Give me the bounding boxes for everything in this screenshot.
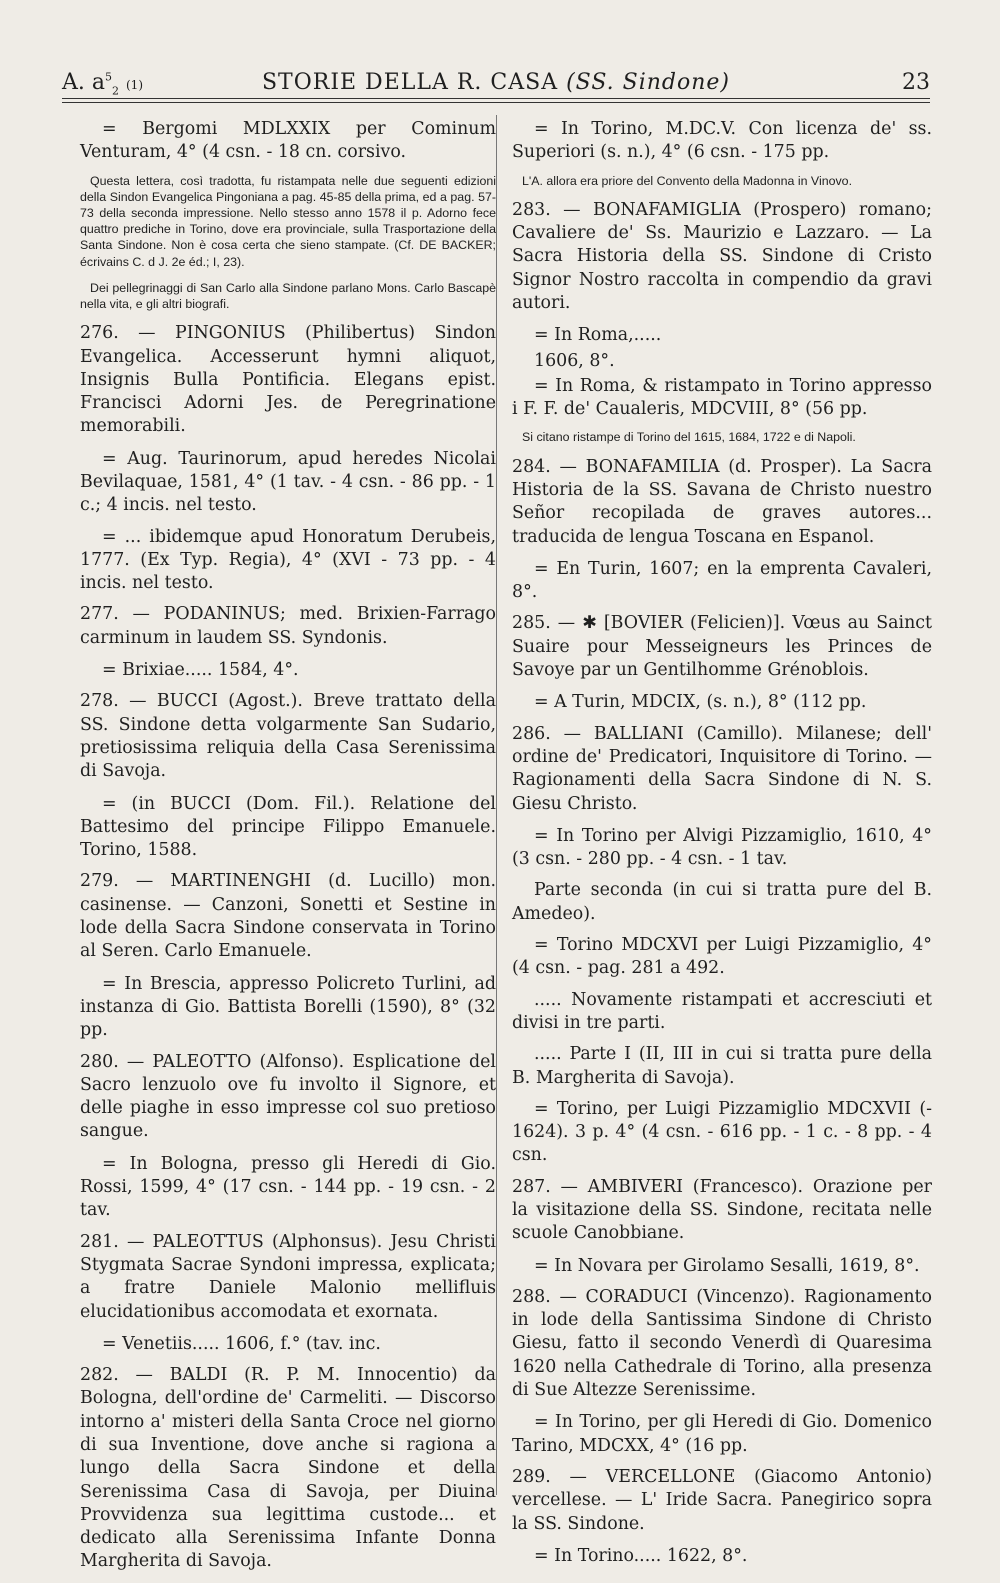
bibliography-entry-280: 280. — PALEOTTO (Alfonso). Esplicatione del Sacro lenzuolo ove fu involto il Signore, et delle piaghe in esso impresse col suo pretioso sangue. (80, 1051, 496, 1142)
entry-imprint: = Bergomi MDLXXIX per Cominum Venturam, 4° (4 csn. - 18 cn. corsivo. (80, 119, 496, 163)
bibliography-entry-283: 283. — BONAFAMIGLIA (Prospero) romano; Cavaliere de' Ss. Maurizio e Lazzaro. — La Sacra Historia della SS. Sindone di Cristo Signor Nostro raccolta in compendio da gravi autori. (512, 199, 932, 313)
signature-mark: A. $a^5_2$ (1) (62, 70, 143, 98)
header-rule (62, 98, 930, 99)
bibliography-entry-282: 282. — BALDI (R. P. M. Innocentio) da Bologna, dell'ordine de' Carmeliti. — Discorso intorno a' misteri della Santa Croce nel giorno di sua Inventione, dove anche si ragiona a lungo della Sacra Sindone et della Serenissima Casa di Savoja, per Diuina Provvidenza sua legittima custode... et dedicato alla Serenissima Infante Donna Margherita di Savoja. (80, 1365, 496, 1572)
entry-imprint: = In Brescia, appresso Policreto Turlini, ad instanza di Gio. Battista Borelli (1590), 8° (32 pp. (80, 973, 496, 1041)
bibliography-entry-276: 276. — PINGONIUS (Philibertus) Sindon Evangelica. Accesserunt hymni aliquot, Insignis Bulla Pontificia. Elegans epist. Francisci Adorni Jes. de Peregrinatione memorabili. (80, 323, 496, 437)
page-header (62, 66, 930, 102)
entry-imprint: ..... Parte I (II, III in cui si tratta pure della B. Margherita di Savoja). (512, 1044, 932, 1088)
footnote: L'A. allora era priore del Convento della Madonna in Vinovo. (522, 173, 853, 188)
entry-imprint: = In Roma,..... (534, 325, 662, 346)
entry-imprint: = Torino, per Luigi Pizzamiglio MDCXVII (- 1624). 3 p. 4° (4 csn. - 616 pp. - 1 c. - 8 pp. - 4 csn. (512, 1098, 932, 1166)
entry-imprint: = Venetiis..... 1606, f.° (tav. inc. (102, 1333, 381, 1354)
entry-imprint: = In Roma, & ristampato in Torino appresso i F. F. de' Caualeris, MDCVIII, 8° (56 pp. (512, 375, 932, 420)
running-title: STORIE DELLA R. CASA (SS. Sindone) (261, 70, 731, 95)
bibliography-entry-289: 289. — VERCELLONE (Giacomo Antonio) vercellese. — L' Iride Sacra. Panegirico sopra la SS. Sindone. (512, 1466, 932, 1534)
page-number: 23 (902, 70, 930, 95)
entry-imprint: = Torino MDCXVI per Luigi Pizzamiglio, 4° (4 csn. - pag. 281 a 492. (512, 935, 932, 979)
footnote: Dei pellegrinaggi di San Carlo alla Sindone parlano Mons. Carlo Bascapè nella vita, e gli altri biografi. (80, 280, 496, 312)
bibliography-entry-284: 284. — BONAFAMILIA (d. Prosper). La Sacra Historia de la SS. Savana de Christo nuestro Señor recopilada de graves autores... traducida de lengua Toscana en Espanol. (512, 456, 932, 547)
entry-imprint: = ... ibidemque apud Honoratum Derubeis, 1777. (Ex Typ. Regia), 4° (XVI - 73 pp. - 4 incis. nel testo. (80, 526, 496, 594)
bibliography-entry-279: 279. — MARTINENGHI (d. Lucillo) mon. casinense. — Canzoni, Sonetti et Sestine in lode della Sacra Sindone conservata in Torino al Seren. Carlo Emanuele. (80, 871, 496, 962)
left-column (80, 118, 496, 1583)
bibliography-entry-288: 288. — CORADUCI (Vincenzo). Ragionamento in lode della Santissima Sindone di Christo Giesu, fatto il secondo Venerdì di Quaresima 1620 nella Cathedrale di Torino, alla presenza di Sue Altezze Serenissime. (512, 1286, 932, 1401)
entry-imprint: = In Torino, M.DC.V. Con licenza de' ss. Superiori (s. n.), 4° (6 csn. - 175 pp. (512, 119, 932, 163)
entry-imprint: = In Bologna, presso gli Heredi di Gio. Rossi, 1599, 4° (17 csn. - 144 pp. - 19 csn. - 2 tav. (80, 1153, 496, 1221)
entry-imprint: = Aug. Taurinorum, apud heredes Nicolai Bevilaquae, 1581, 4° (1 tav. - 4 csn. - 86 pp. - 1 c.; 4 incis. nel testo. (80, 448, 496, 516)
footnote: Si citano ristampe di Torino del 1615, 1684, 1722 e di Napoli. (522, 430, 856, 445)
entry-imprint: 1606, 8°. (534, 350, 615, 371)
right-column (512, 118, 932, 1576)
entry-imprint: = In Torino per Alvigi Pizzamiglio, 1610, 4° (3 csn. - 280 pp. - 4 csn. - 1 tav. (512, 825, 932, 870)
header-rule-second (62, 102, 930, 103)
bibliography-entry-287: 287. — AMBIVERI (Francesco). Orazione per la visitazione della SS. Sindone, recitata nelle scuole Canobbiane. (512, 1176, 932, 1244)
bibliography-entry-277: 277. — PODANINUS; med. Brixien-Farrago carminum in laudem SS. Syndonis. (80, 604, 496, 648)
entry-imprint: = Brixiae..... 1584, 4°. (102, 660, 299, 681)
entry-imprint: = A Turin, MDCIX, (s. n.), 8° (112 pp. (534, 692, 867, 713)
entry-imprint: = In Novara per Girolamo Sesalli, 1619, 8°. (534, 1255, 920, 1276)
bibliography-entry-286: 286. — BALLIANI (Camillo). Milanese; dell' ordine de' Predicatori, Inquisitore di Torino. — Ragionamenti della Sacra Sindone di N. S. Giesu Christo. (512, 723, 932, 814)
column-separator (496, 115, 497, 1495)
bibliography-entry-281: 281. — PALEOTTUS (Alphonsus). Jesu Christi Stygmata Sacrae Syndoni impressa, explicata; a fratre Daniele Malonio mellifluis elucidationibus accomodata et exornata. (80, 1231, 496, 1322)
entry-imprint: Parte seconda (in cui si tratta pure del B. Amedeo). (512, 880, 932, 924)
footnote: Questa lettera, così tradotta, fu ristampata nelle due seguenti edizioni della Sindon Evangelica Pingoniana a pag. 45-85 della prima, ed a pag. 57-73 della seconda impressione. Nello stesso anno 1578 il p. Adorno fece quattro prediche in Torino, dove era provinciale, sulla Trasportazione della Santa Sindone. Non è cosa certa che sieno stampate. (Cf. DE BACKER; écrivains C. d J. 2e éd.; I, 23). (80, 173, 496, 269)
entry-imprint: ..... Novamente ristampati et accresciuti et divisi in tre parti. (512, 989, 932, 1033)
entry-imprint: = In Torino..... 1622, 8°. (534, 1545, 748, 1566)
entry-imprint: = (in BUCCI (Dom. Fil.). Relatione del Battesimo del principe Filippo Emanuele. Torino, 1588. (80, 793, 496, 861)
entry-imprint: = In Torino, per gli Heredi di Gio. Domenico Tarino, MDCXX, 4° (16 pp. (512, 1412, 932, 1456)
bibliography-entry-278: 278. — BUCCI (Agost.). Breve trattato della SS. Sindone detta volgarmente San Sudario, pretiosissima reliquia della Casa Serenissima di Savoja. (80, 691, 496, 782)
entry-imprint: = En Turin, 1607; en la emprenta Cavaleri, 8°. (512, 558, 932, 603)
bibliography-entry-285: 285. — ✱ [BOVIER (Felicien)]. Vœus au Sainct Suaire pour Messeigneurs les Princes de Savoye par un Gentilhomme Grénoblois. (512, 613, 932, 681)
